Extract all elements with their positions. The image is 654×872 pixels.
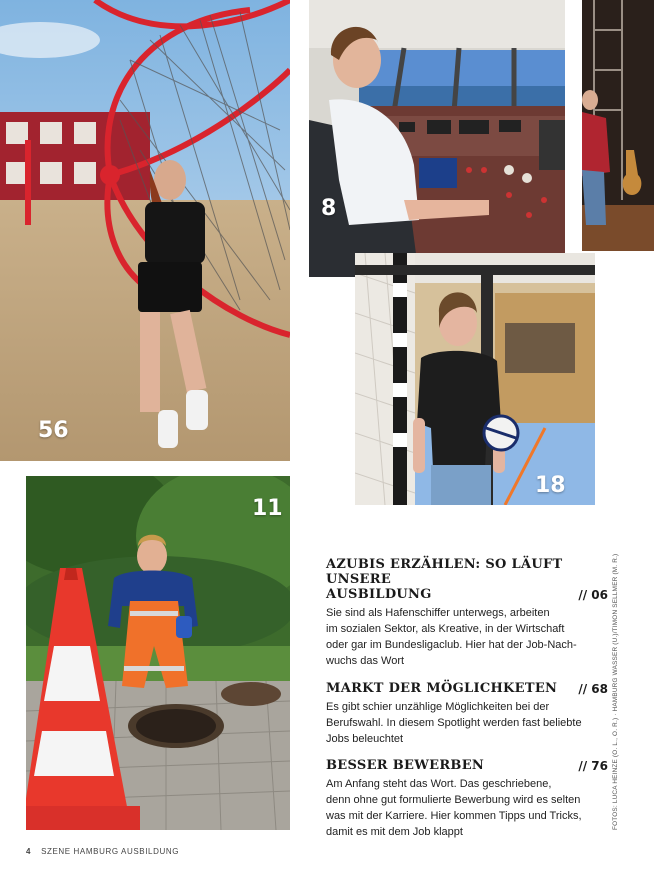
article-page-ref[interactable]: // 68: [578, 682, 608, 696]
body-line: wuchs das Wort: [326, 655, 405, 667]
body-line: Berufswahl. In diesem Spotlight werden fast beliebte: [326, 717, 582, 729]
photo-ship-bridge: [309, 0, 565, 277]
photo-traffic-cone: [26, 476, 290, 830]
article-page-ref[interactable]: // 06: [578, 588, 608, 602]
body-line: Jobs beleuchtet: [326, 733, 404, 745]
article-title: AZUBIS ERZÄHLEN: SO LÄUFT UNSERE: [326, 557, 563, 587]
body-line: was mit der Karriere. Hier kommen Tipps und Tricks,: [326, 810, 582, 822]
article-azubis: [326, 557, 608, 669]
page-number: 4: [26, 847, 32, 856]
article-bewerben: [326, 758, 608, 840]
page-footer: [26, 847, 189, 856]
article-body: [326, 699, 608, 747]
article-title: MARKT DER MÖGLICHKETEN: [326, 681, 558, 696]
handball-image: [355, 253, 595, 505]
photo-stage: [582, 0, 654, 251]
article-page-ref[interactable]: // 76: [578, 759, 608, 773]
photo-playground: [0, 0, 290, 461]
body-line: denn ohne gut formulierte Bewerbung wird es selten: [326, 794, 581, 806]
photo-number: 11: [252, 496, 283, 521]
photo-number: 8: [321, 196, 337, 221]
article-title: AUSBILDUNG: [326, 587, 432, 602]
stage-image: [582, 0, 654, 251]
photo-number: 18: [535, 473, 566, 498]
body-line: damit es mit dem Job klappt: [326, 826, 463, 838]
ship-bridge-image: [309, 0, 565, 277]
playground-image: [0, 0, 290, 461]
article-body: [326, 605, 608, 669]
body-line: oder gar im Bundesligaclub. Hier hat der Job-Nach-: [326, 639, 577, 651]
body-line: Am Anfang steht das Wort. Das geschriebene,: [326, 778, 552, 790]
photo-number: 56: [38, 418, 69, 443]
body-line: im sozialen Sektor, als Kreative, in der Wirtschaft: [326, 623, 565, 635]
body-line: Sie sind als Hafenschiffer unterwegs, arbeiten: [326, 607, 550, 619]
traffic-cone-image: [26, 476, 290, 830]
article-body: [326, 776, 608, 840]
publication-name: SZENE HAMBURG AUSBILDUNG: [41, 847, 180, 856]
photo-handball: [355, 253, 595, 505]
article-title: BESSER BEWERBEN: [326, 758, 485, 773]
article-markt: [326, 681, 608, 747]
photo-credit: FOTOS: LUCA HEINZE (O. L., O. R.) · HAMBURG WASSER (U.)/TIMON SELLMER (M. R.): [612, 553, 619, 830]
body-line: Es gibt schier unzählige Möglichkeiten bei der: [326, 701, 550, 713]
